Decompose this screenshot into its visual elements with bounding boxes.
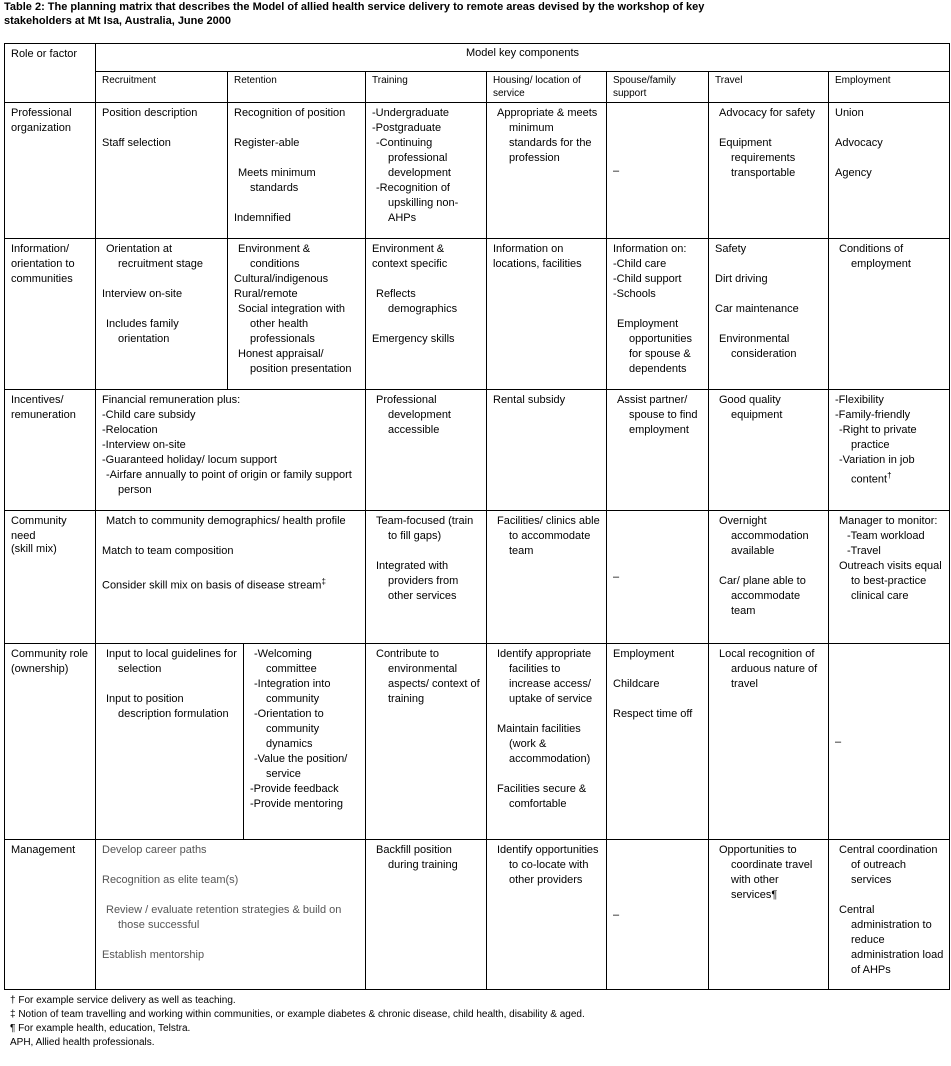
cell-text: Local recognition of arduous nature of travel bbox=[719, 648, 818, 690]
cell-recruitment-retention bbox=[96, 390, 366, 511]
cell-housing bbox=[487, 840, 607, 990]
cell-text: Manager to monitor: bbox=[839, 515, 938, 527]
footnote-mark-dagger: † bbox=[887, 471, 892, 480]
table-footnotes bbox=[10, 994, 610, 1050]
cell-recruitment-retention bbox=[96, 511, 366, 644]
cell-text: Agency bbox=[835, 167, 872, 179]
col-header-travel: Travel bbox=[709, 72, 829, 103]
row-professional-organization bbox=[5, 103, 950, 239]
header-row-top bbox=[5, 44, 950, 72]
cell-retention bbox=[228, 239, 366, 390]
row-label-sub: (ownership) bbox=[11, 663, 69, 675]
cell-text: -Interview on-site bbox=[102, 439, 186, 451]
cell-text: Staff selection bbox=[102, 137, 171, 149]
footnote-mark-double-dagger: ‡ bbox=[321, 577, 326, 586]
col-header-housing: Housing/ location of service bbox=[487, 72, 607, 103]
cell-text: Outreach visits equal to best-practice clinical care bbox=[839, 560, 942, 602]
row-label bbox=[5, 644, 96, 840]
cell-text: -Continuing professional development bbox=[376, 137, 451, 179]
cell-text: Meets minimum standards bbox=[238, 167, 316, 194]
cell-spouse: – bbox=[607, 103, 709, 239]
cell-text: Recognition as elite team(s) bbox=[102, 874, 239, 886]
cell-text: Match to team composition bbox=[102, 545, 234, 557]
cell-text: -Orientation to community dynamics bbox=[254, 708, 324, 750]
cell-housing bbox=[487, 390, 607, 511]
cell-text: Register-able bbox=[234, 137, 300, 149]
cell-text: Information on locations, facilities bbox=[493, 243, 582, 270]
cell-spouse bbox=[607, 390, 709, 511]
cell-recruitment bbox=[96, 239, 228, 390]
cell-text: -Provide mentoring bbox=[250, 798, 343, 810]
row-incentives-remuneration bbox=[5, 390, 950, 511]
cell-text: Interview on-site bbox=[102, 288, 183, 300]
cell-text: Central coordination of outreach services bbox=[839, 844, 938, 886]
cell-spouse bbox=[607, 644, 709, 840]
cell-text bbox=[715, 843, 824, 903]
cell-text: Professional development accessible bbox=[376, 394, 451, 436]
cell-text: Financial remuneration plus: bbox=[102, 394, 241, 406]
footnote-double-dagger: ‡ Notion of team travelling and working within communities, or example diabetes & chronic disease, child health, disability & aged. bbox=[10, 1009, 585, 1020]
cell-text: Conditions of employment bbox=[839, 243, 911, 270]
cell-employment bbox=[829, 239, 950, 390]
col-header-training: Training bbox=[366, 72, 487, 103]
row-label: Information/ orientation to communities bbox=[5, 239, 96, 390]
cell-text: Identify appropriate facilities to increase access/ uptake of service bbox=[497, 648, 593, 705]
row-label-main: Community role bbox=[11, 648, 89, 660]
cell-text: Environment & context specific bbox=[372, 243, 448, 270]
cell-text: -Airfare annually to point of origin or family support person bbox=[106, 469, 352, 496]
cell-text: -Undergraduate bbox=[372, 107, 450, 119]
cell-housing bbox=[487, 511, 607, 644]
cell-travel bbox=[709, 239, 829, 390]
planning-matrix-table bbox=[4, 43, 950, 990]
cell-training bbox=[366, 103, 487, 239]
cell-text: Contribute to environmental aspects/ context of training bbox=[376, 648, 480, 705]
cell-text: -Child care subsidy bbox=[102, 409, 196, 421]
cell-employment bbox=[829, 103, 950, 239]
cell-employment bbox=[829, 390, 950, 511]
row-label-main: Community need bbox=[11, 515, 67, 542]
cell-text: Central administration to reduce administration load of AHPs bbox=[839, 904, 944, 976]
table-caption: Table 2: The planning matrix that describes the Model of allied health service delivery to remote areas devised by the workshop of key stakeholders at Mt Isa, Australia, June 2000 bbox=[4, 1, 705, 27]
row-information-orientation bbox=[5, 239, 950, 390]
cell-text: -Flexibility bbox=[835, 394, 884, 406]
cell-text: Advocacy bbox=[835, 137, 883, 149]
cell-text: Overnight accommodation available bbox=[719, 515, 809, 557]
cell-housing bbox=[487, 239, 607, 390]
cell-training bbox=[366, 644, 487, 840]
cell-text: -Child support bbox=[613, 273, 682, 285]
cell-text: Recognition of position bbox=[234, 107, 346, 119]
cell-training bbox=[366, 840, 487, 990]
cell-text: Backfill position during training bbox=[376, 844, 458, 871]
row-label: Management bbox=[5, 840, 96, 990]
cell-text: Environmental consideration bbox=[719, 333, 797, 360]
row-label bbox=[5, 511, 96, 644]
cell-text: Equipment requirements transportable bbox=[719, 137, 796, 179]
cell-text: Match to community demographics/ health profile bbox=[106, 515, 346, 527]
cell-text: Identify opportunities to co-locate with other providers bbox=[497, 844, 599, 886]
cell-travel bbox=[709, 103, 829, 239]
cell-spouse: – bbox=[607, 511, 709, 644]
cell-employment: – bbox=[829, 644, 950, 840]
row-community-role bbox=[5, 644, 950, 840]
cell-text bbox=[102, 574, 361, 594]
cell-text: Dirt driving bbox=[715, 273, 768, 285]
cell-retention bbox=[244, 644, 366, 840]
cell-text: -Travel bbox=[847, 545, 881, 557]
cell-text: Integrated with providers from other services bbox=[376, 560, 459, 602]
footnote-dagger: † For example service delivery as well as teaching. bbox=[10, 995, 236, 1006]
cell-text: -Right to private practice bbox=[839, 424, 917, 451]
footnote-abbreviation: APH, Allied health professionals. bbox=[10, 1037, 155, 1048]
cell-text: Team-focused (train to fill gaps) bbox=[376, 515, 474, 542]
model-key-components-header: Model key components bbox=[96, 44, 950, 72]
col-header-spouse: Spouse/family support bbox=[607, 72, 709, 103]
cell-text: Information on: bbox=[613, 243, 687, 255]
cell-text: -Recognition of upskilling non-AHPs bbox=[376, 182, 459, 224]
row-label: Incentives/ remuneration bbox=[5, 390, 96, 511]
cell-text: Position description bbox=[102, 107, 198, 119]
cell-travel bbox=[709, 390, 829, 511]
role-factor-header: Role or factor bbox=[5, 44, 96, 103]
cell-text-main: Consider skill mix on basis of disease stream bbox=[102, 579, 322, 592]
cell-text: Rural/remote bbox=[234, 288, 298, 300]
cell-text: -Provide feedback bbox=[250, 783, 339, 795]
header-row-columns bbox=[5, 72, 950, 103]
row-management bbox=[5, 840, 950, 990]
cell-text: Assist partner/ spouse to find employment bbox=[617, 394, 698, 436]
cell-text: -Postgraduate bbox=[372, 122, 442, 134]
cell-text: Cultural/indigenous bbox=[234, 273, 329, 285]
cell-travel bbox=[709, 511, 829, 644]
cell-spouse: – bbox=[607, 840, 709, 990]
cell-recruitment-retention bbox=[96, 840, 366, 990]
cell-text: Maintain facilities (work & accommodation) bbox=[497, 723, 591, 765]
cell-text: Childcare bbox=[613, 678, 660, 690]
row-label-sub: (skill mix) bbox=[11, 543, 57, 555]
footnote-mark-pilcrow: ¶ bbox=[771, 889, 778, 901]
col-header-employment: Employment bbox=[829, 72, 950, 103]
cell-text: Union bbox=[835, 107, 864, 119]
cell-text: -Schools bbox=[613, 288, 656, 300]
cell-recruitment bbox=[96, 644, 244, 840]
cell-text: Emergency skills bbox=[372, 333, 455, 345]
cell-employment bbox=[829, 511, 950, 644]
cell-text: Facilities/ clinics able to accommodate team bbox=[497, 515, 600, 557]
cell-text: -Child care bbox=[613, 258, 667, 270]
cell-text: Indemnified bbox=[234, 212, 291, 224]
cell-text: Employment opportunities for spouse & dependents bbox=[617, 318, 692, 375]
col-header-retention: Retention bbox=[228, 72, 366, 103]
cell-text: -Guaranteed holiday/ locum support bbox=[102, 454, 277, 466]
cell-text: Review / evaluate retention strategies & build on those successful bbox=[106, 904, 342, 931]
cell-text: Advocacy for safety bbox=[719, 107, 815, 119]
cell-text: Social integration with other health professionals bbox=[238, 303, 346, 345]
cell-text: -Team workload bbox=[847, 530, 925, 542]
cell-text: Rental subsidy bbox=[493, 394, 566, 406]
cell-text: Includes family orientation bbox=[106, 318, 179, 345]
cell-text: Respect time off bbox=[613, 708, 693, 720]
cell-text: Good quality equipment bbox=[719, 394, 783, 421]
cell-travel bbox=[709, 840, 829, 990]
cell-text: Input to position description formulation bbox=[106, 693, 229, 720]
cell-text: Employment bbox=[613, 648, 675, 660]
cell-training bbox=[366, 511, 487, 644]
cell-text: -Integration into community bbox=[254, 678, 331, 705]
col-header-recruitment: Recruitment bbox=[96, 72, 228, 103]
cell-text: Reflects demographics bbox=[376, 288, 458, 315]
cell-training bbox=[366, 390, 487, 511]
cell-training bbox=[366, 239, 487, 390]
cell-employment bbox=[829, 840, 950, 990]
cell-text: Appropriate & meets minimum standards for the profession bbox=[497, 107, 598, 164]
cell-recruitment bbox=[96, 103, 228, 239]
cell-text: Environment & conditions bbox=[238, 243, 311, 270]
cell-text-main: -Variation in job content bbox=[839, 454, 915, 486]
cell-text: -Welcoming committee bbox=[254, 648, 317, 675]
cell-text: -Family-friendly bbox=[835, 409, 911, 421]
row-label: Professional organization bbox=[5, 103, 96, 239]
cell-text: Car maintenance bbox=[715, 303, 799, 315]
cell-spouse bbox=[607, 239, 709, 390]
cell-text: Establish mentorship bbox=[102, 949, 205, 961]
cell-text: Honest appraisal/ position presentation bbox=[238, 348, 352, 375]
cell-text: Orientation at recruitment stage bbox=[106, 243, 203, 270]
cell-text: Car/ plane able to accommodate team bbox=[719, 575, 806, 617]
cell-travel bbox=[709, 644, 829, 840]
cell-text: -Relocation bbox=[102, 424, 158, 436]
cell-text: Develop career paths bbox=[102, 844, 207, 856]
cell-retention bbox=[228, 103, 366, 239]
cell-housing bbox=[487, 644, 607, 840]
cell-housing bbox=[487, 103, 607, 239]
cell-text: -Value the position/ service bbox=[254, 753, 348, 780]
cell-text: Facilities secure & comfortable bbox=[497, 783, 587, 810]
cell-text bbox=[835, 453, 945, 488]
cell-text: Input to local guidelines for selection bbox=[106, 648, 237, 675]
cell-text: Safety bbox=[715, 243, 747, 255]
footnote-pilcrow: ¶ For example health, education, Telstra. bbox=[10, 1023, 191, 1034]
row-community-need bbox=[5, 511, 950, 644]
cell-text-main: Opportunities to coordinate travel with other services bbox=[719, 844, 813, 901]
